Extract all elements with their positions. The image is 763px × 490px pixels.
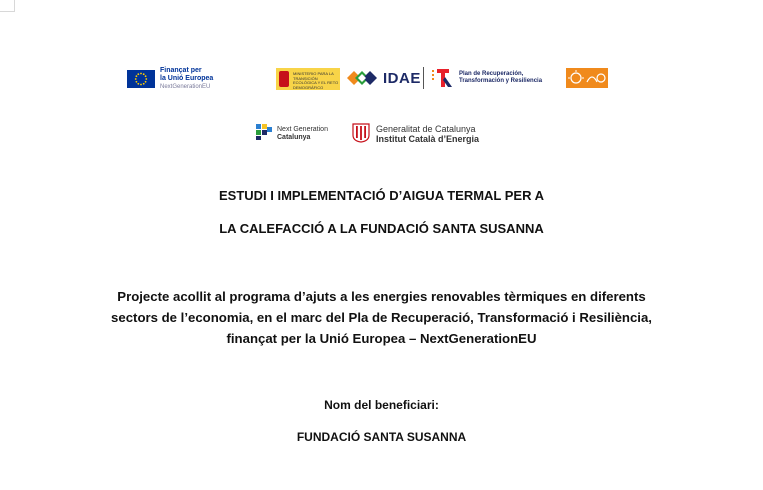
description-line1: Projecte acollit al programa d’ajuts a les energies renovables tèrmiques en diferents	[117, 289, 646, 304]
generalitat-text-line2: Institut Català d’Energia	[376, 134, 480, 144]
ministry-text: MINISTERIO PARA LA TRANSICIÓN ECOLÓGICA Y EL RETO DEMOGRÁFICO	[293, 71, 339, 90]
project-description	[20, 286, 743, 349]
description-line2: sectors de l’economia, en el marc del Pla de Recuperació, Transformació i Resiliència,	[111, 310, 652, 325]
prtr-text-line2: Transformación y Resiliencia	[459, 78, 543, 84]
funding-logos-row	[0, 66, 763, 90]
logo-separator	[423, 67, 424, 89]
prtr-text-line1: Plan de Recuperación,	[459, 71, 524, 77]
idae-symbol-icon	[345, 66, 381, 90]
orange-program-logo	[566, 68, 608, 88]
description-line3: finançat per la Unió Europea – NextGenerationEU	[226, 331, 537, 346]
ngc-text-line2: Catalunya	[277, 134, 311, 141]
generalitat-text	[376, 124, 479, 144]
next-generation-catalunya-icon	[256, 124, 272, 140]
ngc-text-line1: Next Generation	[277, 126, 328, 133]
catalan-logos-row	[0, 121, 763, 145]
idae-logo-text: IDAE	[383, 70, 421, 87]
eu-flag-icon	[127, 70, 155, 88]
beneficiary-name: FUNDACIÓ SANTA SUSANNA	[296, 430, 467, 444]
generalitat-emblem-icon	[352, 123, 370, 143]
document-title-line2: LA CALEFACCIÓ A LA FUNDACIÓ SANTA SUSANNA	[219, 221, 544, 236]
spanish-ministry-logo	[276, 68, 340, 90]
prtr-logo-icon	[430, 67, 456, 89]
eu-funding-text	[160, 67, 213, 91]
crop-mark-horizontal	[0, 11, 14, 12]
spain-coat-of-arms-icon	[279, 71, 289, 87]
eu-text-line1: Finançat per	[160, 67, 202, 74]
generalitat-text-line1: Generalitat de Catalunya	[376, 124, 476, 134]
prtr-text	[459, 71, 542, 85]
next-generation-catalunya-text	[277, 126, 328, 142]
document-title-line1: ESTUDI I IMPLEMENTACIÓ D’AIGUA TERMAL PER A	[218, 188, 544, 203]
beneficiary-label: Nom del beneficiari:	[324, 398, 439, 412]
crop-mark-vertical	[14, 0, 15, 12]
eu-text-line3: NextGenerationEU	[160, 84, 211, 90]
eu-text-line2: la Unió Europea	[160, 75, 214, 82]
